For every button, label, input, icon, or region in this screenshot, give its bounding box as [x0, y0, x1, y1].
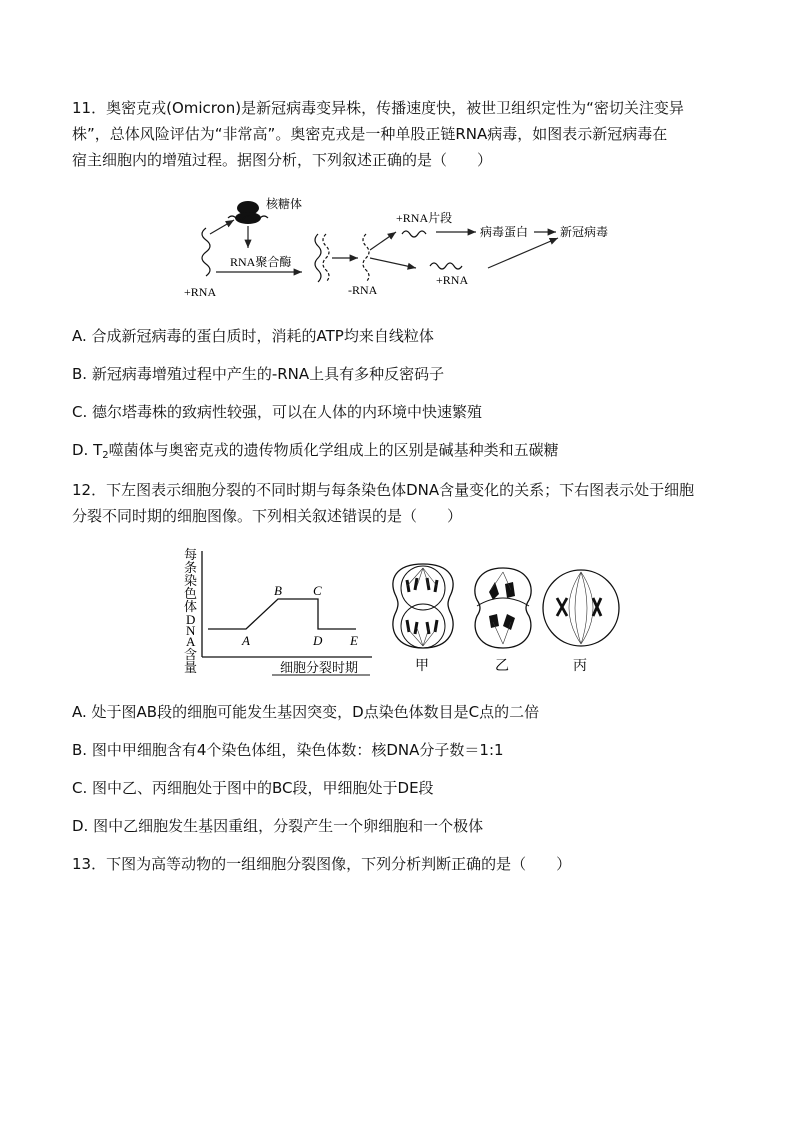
virus-label: 新冠病毒 — [560, 225, 609, 239]
polymerase-label: RNA聚合酶 — [230, 255, 292, 269]
cell-yi — [475, 568, 531, 648]
q11-option-d-prefix: D. T — [72, 441, 103, 459]
minus-rna-strand — [363, 234, 369, 282]
double-strand-solid — [315, 234, 321, 282]
q12-option-b: B. 图中甲细胞含有4个染色体组，染色体数：核DNA分子数＝1:1 — [72, 741, 504, 759]
q11-option-b: B. 新冠病毒增殖过程中产生的-RNA上具有多种反密码子 — [72, 365, 445, 383]
q12-cells — [385, 560, 625, 675]
q12-graph — [180, 545, 380, 680]
q11-option-d-subscript: 2 — [102, 450, 109, 461]
point-c-label: C — [313, 583, 322, 598]
plus-rna-label-left: +RNA — [184, 285, 217, 299]
q11-line-2: 株”，总体风险评估为“非常高”。奥密克戎是一种单股正链RNA病毒，如图表示新冠病毒在 — [72, 125, 668, 143]
plus-rna-label-right: +RNA — [436, 273, 469, 287]
x-axis-label: 细胞分裂时期 — [280, 660, 359, 675]
q11-line-3: 宿主细胞内的增殖过程。据图分析，下列叙述正确的是（ ） — [72, 151, 493, 169]
q13-line-1: 13．下图为高等动物的一组细胞分裂图像，下列分析判断正确的是（ ） — [72, 855, 572, 873]
cell-bing — [543, 570, 619, 646]
q12-line-2: 分裂不同时期的细胞图像。下列相关叙述错误的是（ ） — [72, 507, 463, 525]
arrow-to-fragment — [370, 232, 396, 250]
q12-option-c: C. 图中乙、丙细胞处于图中的BC段，甲细胞处于DE段 — [72, 779, 434, 797]
fragment-strand — [402, 231, 426, 237]
ylabel-char: 条 — [184, 560, 198, 575]
minus-rna-label: -RNA — [348, 283, 378, 297]
cell-label-bing: 丙 — [573, 659, 587, 674]
cell-label-yi: 乙 — [495, 659, 509, 674]
ylabel-char: 每 — [184, 547, 198, 562]
q11-diagram — [170, 188, 630, 308]
point-b-label: B — [274, 583, 282, 598]
arrow-to-plus-rna — [370, 258, 416, 268]
q11-option-d-text: 噬菌体与奥密克戎的遗传物质化学组成上的区别是碱基种类和五碳糖 — [108, 441, 559, 459]
double-strand-dashed — [323, 234, 329, 282]
plus-rna-strand-left — [202, 228, 210, 276]
q12-line-1: 12．下左图表示细胞分裂的不同时期与每条染色体DNA含量变化的关系；下右图表示处于细胞 — [72, 481, 695, 499]
fragment-label: +RNA片段 — [396, 211, 453, 225]
ylabel-char: 体 — [184, 599, 198, 614]
ylabel-char: N — [186, 623, 196, 638]
arrow-rna-to-ribosome — [210, 220, 234, 234]
point-a-label: A — [242, 633, 250, 648]
q12-option-d: D. 图中乙细胞发生基因重组，分裂产生一个卵细胞和一个极体 — [72, 817, 484, 835]
ylabel-char: D — [186, 612, 196, 627]
protein-label: 病毒蛋白 — [480, 225, 529, 239]
ylabel-char: 色 — [184, 586, 198, 601]
q12-option-a: A. 处于图AB段的细胞可能发生基因突变，D点染色体数目是C点的二倍 — [72, 703, 540, 721]
plus-rna-strand-right — [430, 263, 462, 269]
q11-line-1: 11．奥密克戎(Omicron)是新冠病毒变异株，传播速度快，被世卫组织定性为“密切关注变异 — [72, 99, 684, 117]
arrow-plus-rna-to-virus — [488, 238, 558, 268]
ylabel-char: 量 — [184, 660, 198, 675]
q11-option-c: C. 德尔塔毒株的致病性较强，可以在人体的内环境中快速繁殖 — [72, 403, 483, 421]
ylabel-char: A — [186, 634, 196, 649]
cell-label-jia: 甲 — [415, 659, 429, 674]
ribosome-label: 核糖体 — [266, 197, 303, 211]
ylabel-char: 含 — [184, 647, 198, 662]
q11-option-d — [72, 440, 559, 466]
ylabel-char: 染 — [184, 573, 198, 588]
point-d-label: D — [313, 633, 323, 648]
cell-jia — [393, 564, 453, 648]
q11-option-a: A. 合成新冠病毒的蛋白质时，消耗的ATP均来自线粒体 — [72, 327, 434, 345]
dna-curve — [208, 599, 356, 629]
point-e-label: E — [350, 633, 358, 648]
